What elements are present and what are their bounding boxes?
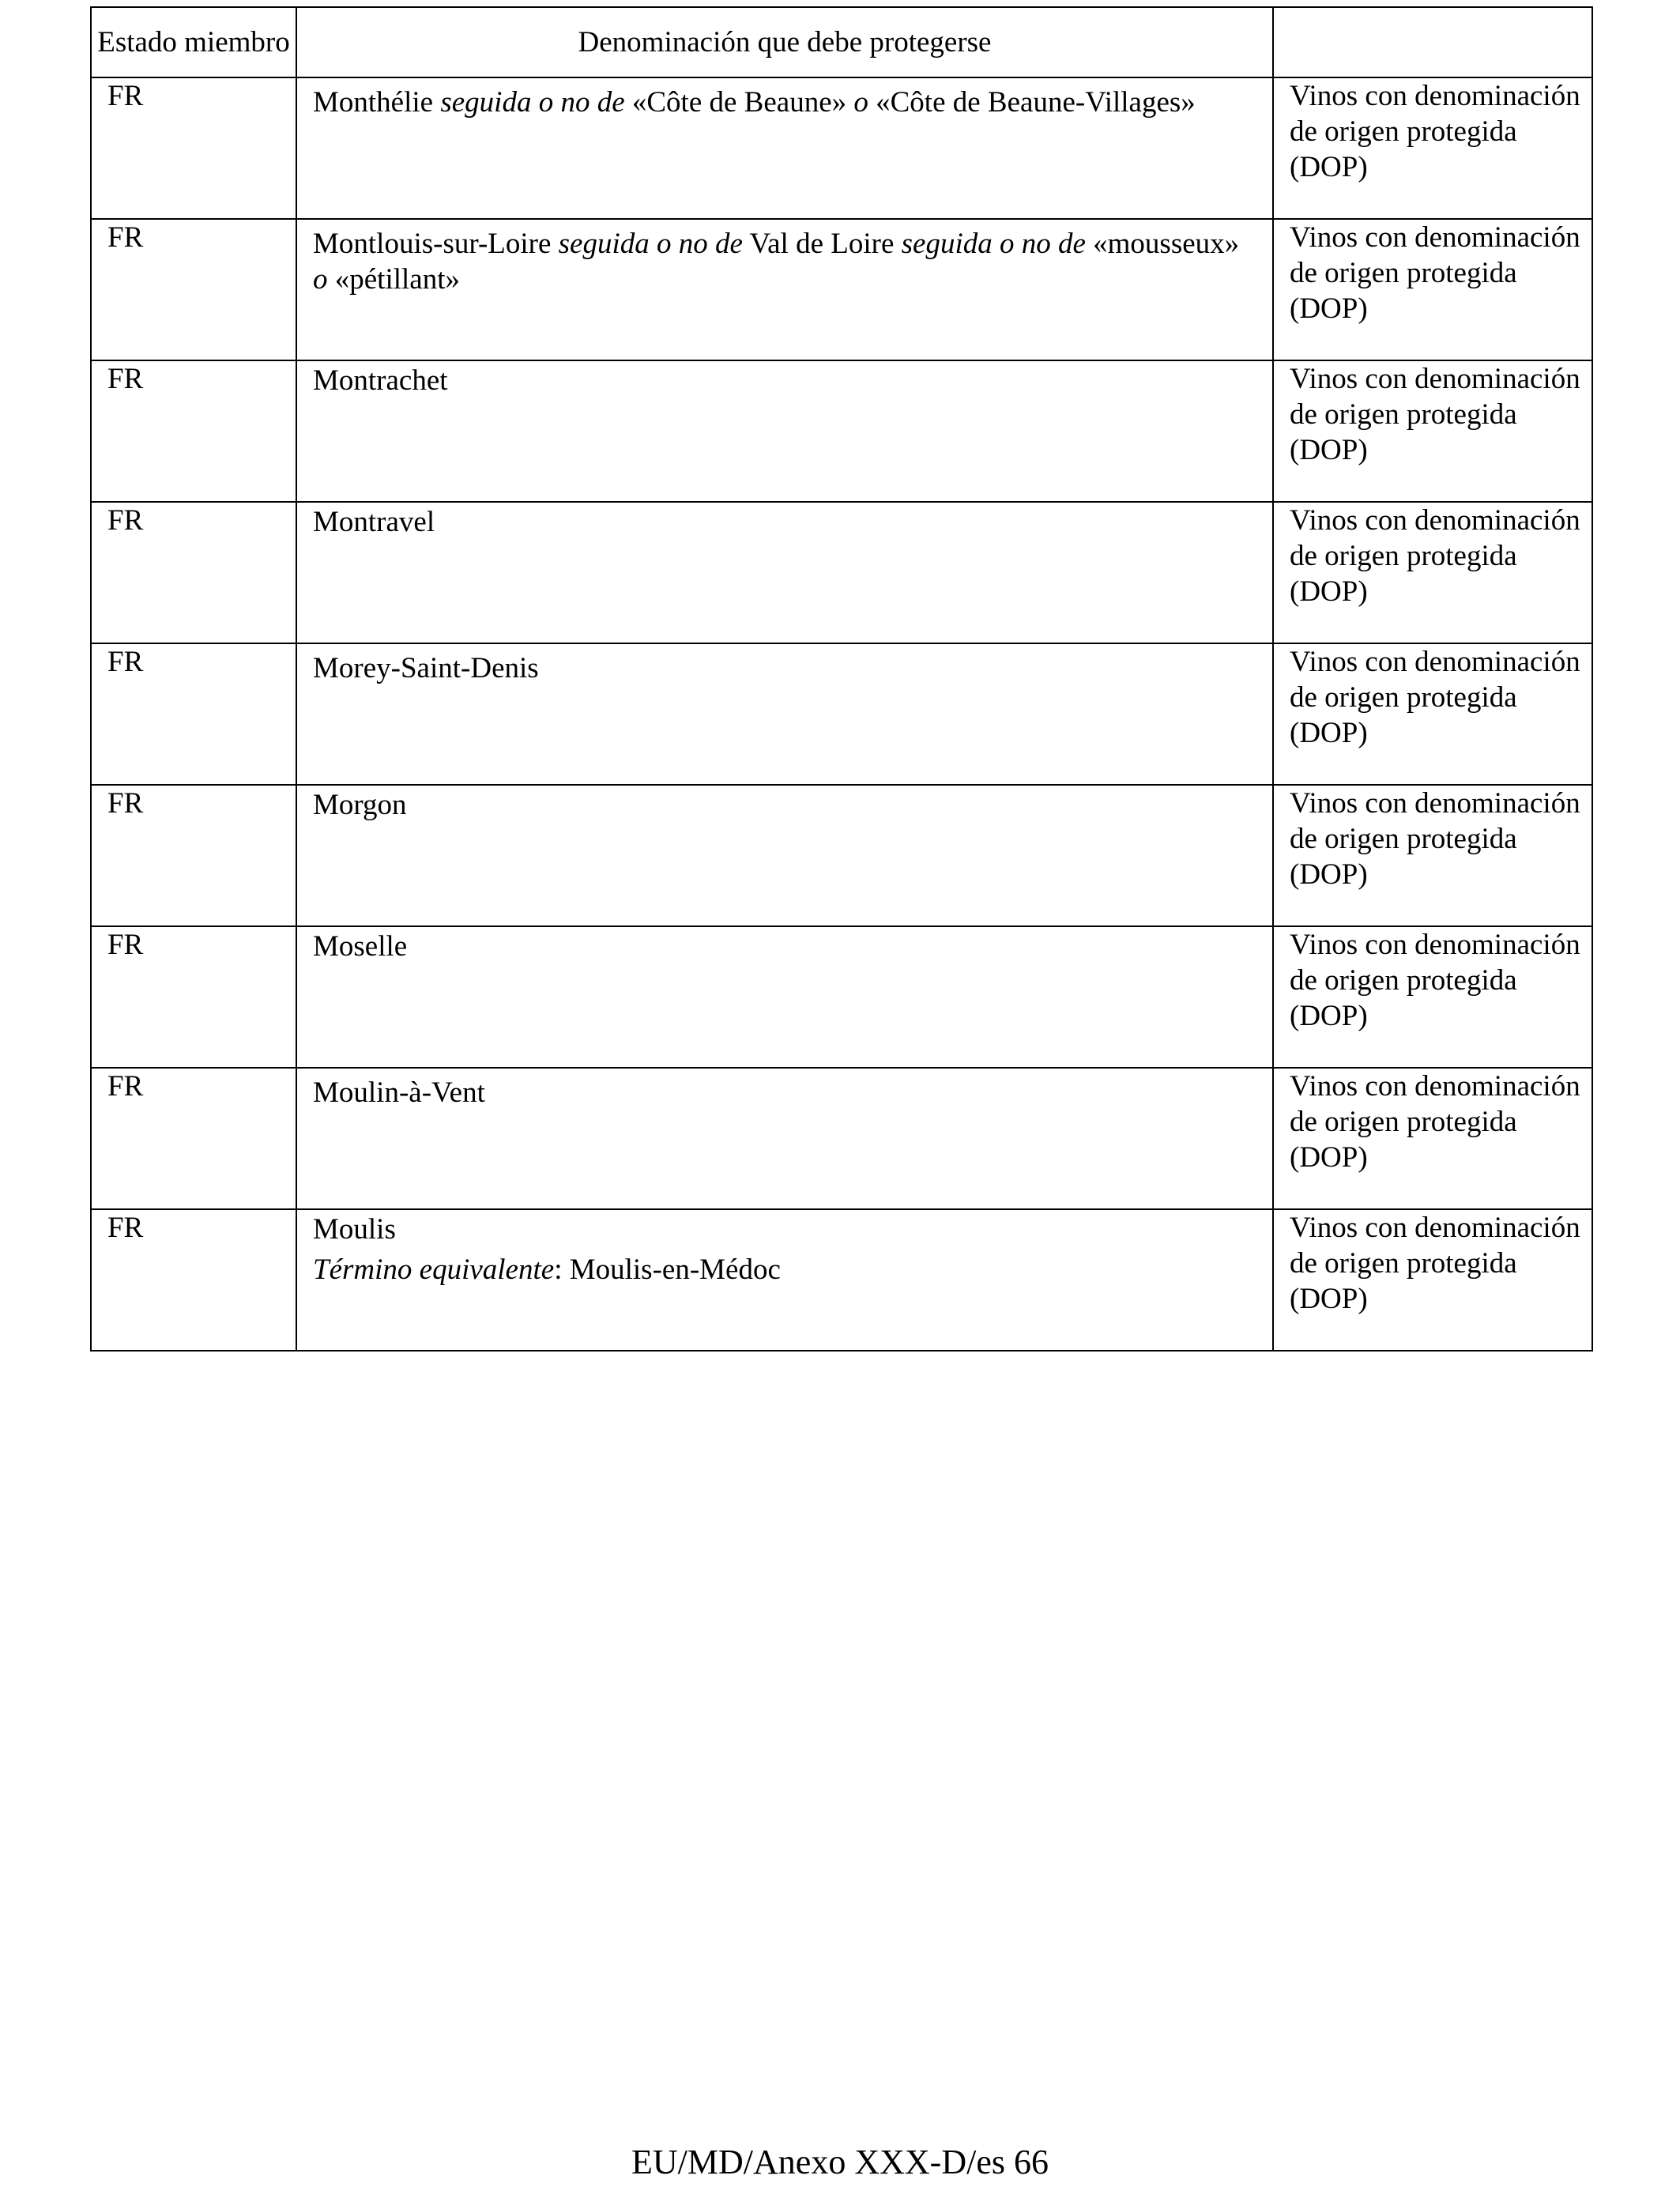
product-category-cell: Vinos con denominación de origen protegida (DOP) [1273,502,1592,643]
denomination-segment: «mousseux» [1085,228,1240,260]
page-footer-reference: EU/MD/Anexo XXX-D/es 66 [631,2143,1049,2181]
member-state-cell: FR [91,643,296,785]
equivalent-term [313,1252,1256,1287]
product-category-cell: Vinos con denominación de origen protegida (DOP) [1273,219,1592,360]
product-category-cell: Vinos con denominación de origen protegida (DOP) [1273,926,1592,1068]
table-header [91,7,1592,77]
table-row [91,1209,1592,1351]
denomination-segment: Montlouis-sur-Loire [313,228,559,260]
product-category-cell: Vinos con denominación de origen protegida (DOP) [1273,360,1592,502]
header-state: Estado miembro [91,7,296,77]
member-state-cell: FR [91,502,296,643]
table-row [91,77,1592,219]
member-state-cell: FR [91,360,296,502]
product-category-cell: Vinos con denominación de origen protegida (DOP) [1273,785,1592,926]
denomination-segment: Morey-Saint-Denis [313,652,539,684]
denomination-text [313,503,1256,540]
table-body [91,77,1592,1351]
denomination-segment: Moulis [313,1213,396,1246]
member-state-cell: FR [91,77,296,219]
product-category-cell: Vinos con denominación de origen protegida (DOP) [1273,643,1592,785]
denominations-table [90,6,1593,1351]
denomination-segment: «Côte de Beaune» [624,86,854,119]
table-row [91,785,1592,926]
member-state-cell: FR [91,1209,296,1351]
denomination-text [313,1069,1256,1110]
member-state-cell: FR [91,785,296,926]
denomination-text [313,220,1256,297]
table-row [91,1068,1592,1209]
equivalent-term-label: Término equivalente [313,1253,555,1286]
denomination-segment: «pétillant» [327,263,460,296]
denomination-segment: Monthélie [313,86,441,119]
equivalent-term-value: : Moulis-en-Médoc [554,1253,781,1286]
denomination-text [313,786,1256,823]
denomination-segment: Val de Loire [742,228,902,260]
denomination-connector: seguida o no de [440,86,625,119]
denomination-text [313,644,1256,686]
member-state-cell: FR [91,219,296,360]
denomination-segment: Moulin-à-Vent [313,1076,485,1109]
denomination-segment: Morgon [313,789,407,821]
denomination-text [313,361,1256,398]
denomination-cell [296,360,1273,502]
denomination-cell [296,926,1273,1068]
header-name: Denominación que debe protegerse [296,7,1273,77]
table-row [91,643,1592,785]
header-row [91,7,1592,77]
denomination-text [313,927,1256,964]
denomination-cell [296,77,1273,219]
table-row [91,926,1592,1068]
denomination-cell [296,502,1273,643]
denomination-cell [296,1068,1273,1209]
denomination-segment: Montrachet [313,364,448,397]
member-state-cell: FR [91,926,296,1068]
product-category-cell: Vinos con denominación de origen protegida (DOP) [1273,1209,1592,1351]
denomination-segment: Moselle [313,930,408,963]
denomination-segment: «Côte de Beaune-Villages» [868,86,1196,119]
denomination-connector: o [853,86,868,119]
table-row [91,219,1592,360]
denomination-cell [296,643,1273,785]
denomination-segment: Montravel [313,506,435,538]
member-state-cell: FR [91,1068,296,1209]
product-category-cell: Vinos con denominación de origen protegida (DOP) [1273,1068,1592,1209]
denomination-connector: seguida o no de [901,228,1086,260]
product-category-cell: Vinos con denominación de origen protegida (DOP) [1273,77,1592,219]
denomination-cell [296,1209,1273,1351]
denomination-text [313,1210,1256,1247]
denomination-connector: seguida o no de [558,228,743,260]
denomination-connector: o [313,263,328,296]
table-row [91,360,1592,502]
header-category [1273,7,1592,77]
table-row [91,502,1592,643]
denomination-cell [296,219,1273,360]
denomination-cell [296,785,1273,926]
denomination-text [313,78,1256,120]
